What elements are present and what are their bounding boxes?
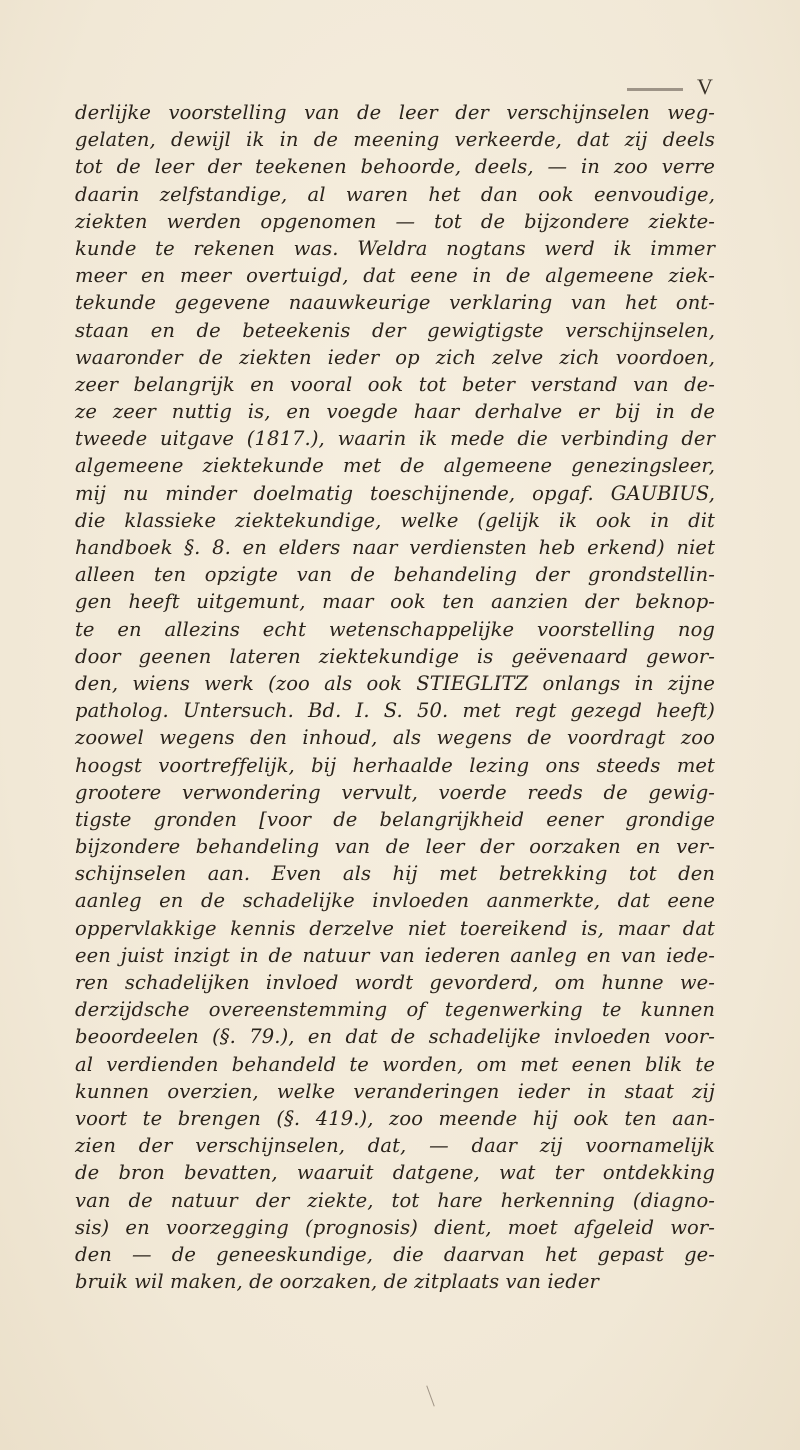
text-line: van de natuur der ziekte, tot hare herkenning (diagno-: [75, 1188, 715, 1212]
text-line: waaronder de ziekten ieder op zich zelve zich voordoen,: [75, 345, 715, 369]
text-line: derzijdsche overeenstemming of tegenwerking te kunnen: [75, 998, 715, 1022]
text-line: beoordeelen (§. 79.), en dat de schadelijke invloeden voor-: [75, 1025, 715, 1049]
text-line: al verdienden behandeld te worden, om met eenen blik te: [75, 1052, 715, 1076]
text-line: zeer belangrijk en vooral ook tot beter verstand van de-: [75, 372, 715, 396]
text-line: door geenen lateren ziektekundige is geëvenaard gewor-: [75, 644, 715, 668]
text-line: gelaten, dewijl ik in de meening verkeerde, dat zij deels: [75, 128, 715, 152]
paper-mark: [426, 1385, 434, 1406]
text-line: kunde te rekenen was. Weldra nogtans werd ik immer: [75, 236, 715, 260]
text-line: ze zeer nuttig is, en voegde haar derhalve er bij in de: [75, 400, 715, 424]
text-line: de bron bevatten, waaruit datgene, wat ter ontdekking: [75, 1161, 715, 1185]
text-line: patholog. Untersuch. Bd. I. S. 50. met regt gezegd heeft): [75, 699, 715, 723]
text-line: grootere verwondering vervult, voerde reeds de gewig-: [75, 780, 715, 804]
text-line: bruik wil maken, de oorzaken, de zitplaats van ieder: [75, 1270, 599, 1294]
text-line: den — de geneeskundige, die daarvan het gepast ge-: [75, 1242, 715, 1266]
text-line: tigste gronden [voor de belangrijkheid eener grondige: [75, 807, 715, 831]
text-line: hoogst voortreffelijk, bij herhaalde lezing ons steeds met: [75, 753, 715, 777]
text-line: tekunde gegevene naauwkeurige verklaring van het ont-: [75, 291, 715, 315]
text-line: voort te brengen (§. 419.), zoo meende hij ook ten aan-: [75, 1106, 715, 1130]
text-line: kunnen overzien, welke veranderingen ieder in staat zij: [75, 1079, 715, 1103]
text-line: oppervlakkige kennis derzelve niet toereikend is, maar dat: [75, 916, 715, 940]
text-line: sis) en voorzegging (prognosis) dient, moet afgeleid wor-: [75, 1215, 715, 1239]
page-number: V: [697, 74, 713, 99]
text-line: schijnselen aan. Even als hij met betrekking tot den: [75, 862, 715, 886]
text-line: te en allezins echt wetenschappelijke voorstelling nog: [75, 617, 715, 641]
text-line: ren schadelijken invloed wordt gevorderd, om hunne we-: [75, 971, 715, 994]
text-line: alleen ten opzigte van de behandeling der grondstellin-: [75, 563, 715, 587]
text-line: daarin zelfstandige, al waren het dan ook eenvoudige,: [75, 182, 715, 206]
text-line: aanleg en de schadelijke invloeden aanmerkte, dat eene: [75, 889, 715, 913]
text-line: bijzondere behandeling van de leer der oorzaken en ver-: [75, 835, 715, 859]
text-line: zoowel wegens den inhoud, als wegens de voordragt zoo: [75, 726, 715, 750]
text-line: die klassieke ziektekundige, welke (gelijk ik ook in dit: [75, 508, 715, 532]
text-line: handboek §. 8. en elders naar verdiensten heb erkend) niet: [75, 536, 715, 559]
body-text: [75, 99, 715, 1295]
text-line: zien der verschijnselen, dat, — daar zij voornamelijk: [75, 1134, 715, 1158]
text-line: mij nu minder doelmatig toeschijnende, opgaf. GAUBIUS,: [75, 481, 715, 505]
text-line: een juist inzigt in de natuur van iederen aanleg en van iede-: [75, 943, 715, 967]
text-line: den, wiens werk (zoo als ook STIEGLITZ onlangs in zijne: [75, 671, 715, 695]
text-line: staan en de beteekenis der gewigtigste verschijnselen,: [75, 318, 715, 342]
text-line: derlijke voorstelling van de leer der verschijnselen weg-: [75, 101, 715, 124]
text-line: tweede uitgave (1817.), waarin ik mede die verbinding der: [75, 427, 715, 451]
header-rule: [627, 88, 683, 91]
text-line: ziekten werden opgenomen — tot de bijzondere ziekte-: [75, 209, 715, 233]
text-line: gen heeft uitgemunt, maar ook ten aanzien der beknop-: [75, 590, 715, 614]
text-line: meer en meer overtuigd, dat eene in de algemeene ziek-: [75, 264, 715, 288]
text-line: tot de leer der teekenen behoorde, deels, — in zoo verre: [75, 155, 715, 179]
text-line: algemeene ziektekunde met de algemeene genezingsleer,: [75, 454, 715, 478]
